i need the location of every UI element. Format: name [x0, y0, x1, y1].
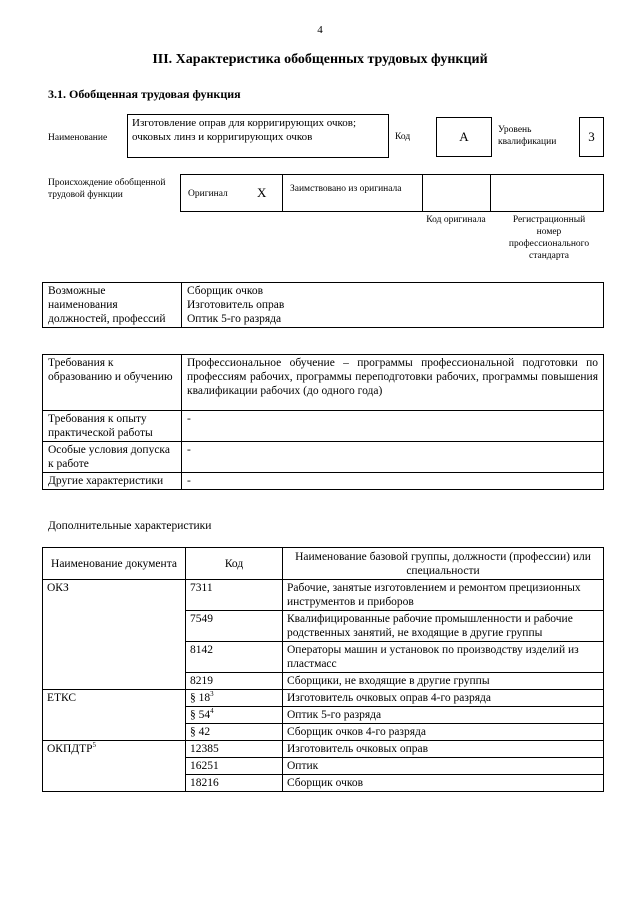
positions-list: [182, 283, 604, 328]
code-cell: [186, 690, 283, 707]
name-cell: Оптик 5-го разряда: [283, 707, 604, 724]
table-row: [43, 741, 604, 758]
table-row: [43, 707, 604, 724]
name-cell: Рабочие, занятые изготовлением и ремонтом прецизионных инструментов и приборов: [283, 580, 604, 611]
header-code: Код: [186, 548, 283, 580]
origin-divider-1: [282, 174, 283, 212]
code-cell: 7549: [186, 611, 283, 642]
borrowed-label: Заимствовано из оригинала: [290, 184, 402, 194]
name-cell: Квалифицированные рабочие промышленности и рабочие родственных занятий, не входящие в другие группы: [283, 611, 604, 642]
table-row: [43, 411, 604, 442]
doc-text: ОКПДТР: [47, 743, 93, 755]
req-admission-label: Особые условия допуска к работе: [43, 442, 182, 473]
doc-cell: ЕТКС: [43, 690, 186, 707]
list-item: Изготовитель оправ: [187, 299, 285, 311]
code-cell: 16251: [186, 758, 283, 775]
code-text: § 54: [190, 709, 211, 721]
positions-table: [42, 282, 604, 328]
table-row: [43, 283, 604, 328]
code-cell: [186, 707, 283, 724]
origin-divider-3: [490, 174, 491, 212]
table-header-row: [43, 548, 604, 580]
doc-cell: [43, 611, 186, 642]
table-row: [43, 442, 604, 473]
origin-divider-2: [422, 174, 423, 212]
doc-cell: [43, 642, 186, 673]
doc-cell: [43, 724, 186, 741]
code-cell: § 42: [186, 724, 283, 741]
original-mark: X: [257, 185, 267, 200]
list-item: Оптик 5-го разряда: [187, 313, 282, 325]
code-original-label: Код оригинала: [426, 215, 486, 225]
name-label: Наименование: [48, 133, 108, 143]
name-cell: Изготовитель очковых оправ 4-го разряда: [283, 690, 604, 707]
doc-cell: [43, 741, 186, 758]
name-cell: Сборщик очков: [283, 775, 604, 792]
header-doc: Наименование документа: [43, 548, 186, 580]
doc-cell: [43, 775, 186, 792]
list-item: Сборщик очков: [187, 285, 264, 297]
doc-cell: [43, 673, 186, 690]
additional-title: Дополнительные характеристики: [48, 520, 212, 532]
name-cell: Изготовитель очковых оправ: [283, 741, 604, 758]
footnote-ref: 3: [210, 690, 214, 699]
name-cell: Сборщик очков 4-го разряда: [283, 724, 604, 741]
name-cell: Оптик: [283, 758, 604, 775]
reg-number-label: Регистрационный номер профессионального стандарта: [508, 215, 590, 261]
level-label: Уровень квалификации: [498, 125, 557, 147]
code-cell: 12385: [186, 741, 283, 758]
section-title: III. Характеристика обобщенных трудовых функций: [152, 52, 488, 67]
table-row: [43, 673, 604, 690]
level-value: 3: [579, 117, 604, 157]
code-cell: 7311: [186, 580, 283, 611]
req-other-label: Другие характеристики: [43, 473, 182, 490]
name-cell: Операторы машин и установок по производству изделий из пластмасс: [283, 642, 604, 673]
code-cell: 8219: [186, 673, 283, 690]
footnote-ref: 5: [92, 741, 97, 750]
page-number: 4: [317, 24, 323, 36]
header-name: Наименование базовой группы, должности (профессии) или специальности: [283, 548, 604, 580]
doc-cell: [43, 758, 186, 775]
original-label: Оригинал: [188, 189, 228, 199]
req-education-label: Требования к образованию и обучению: [43, 355, 182, 411]
code-cell: 8142: [186, 642, 283, 673]
code-text: § 18: [190, 692, 211, 704]
code-label: Код: [395, 132, 411, 142]
req-experience-value: -: [182, 411, 604, 442]
additional-table: [42, 547, 604, 792]
req-other-value: -: [182, 473, 604, 490]
table-row: [43, 642, 604, 673]
table-row: [43, 775, 604, 792]
footnote-ref: 4: [210, 707, 214, 716]
table-row: [43, 758, 604, 775]
req-admission-value: -: [182, 442, 604, 473]
req-education-value: Профессиональное обучение – программы профессиональной подготовки по профессиям рабочих, программы переподготовки рабочих, программы повышения квалификации рабочих (до одного года): [182, 355, 604, 411]
table-row: [43, 611, 604, 642]
doc-cell: ОКЗ: [43, 580, 186, 611]
table-row: [43, 580, 604, 611]
doc-cell: [43, 707, 186, 724]
code-cell: 18216: [186, 775, 283, 792]
table-row: [43, 690, 604, 707]
subsection-title: 3.1. Обобщенная трудовая функция: [48, 87, 241, 101]
name-value: Изготовление оправ для корригирующих очков; очковых линз и корригирующих очков: [127, 114, 389, 158]
table-row: [43, 724, 604, 741]
origin-label: Происхождение обобщенной трудовой функции: [48, 178, 166, 200]
positions-label: Возможные наименования должностей, профессий: [43, 283, 182, 328]
name-cell: Сборщики, не входящие в другие группы: [283, 673, 604, 690]
req-experience-label: Требования к опыту практической работы: [43, 411, 182, 442]
table-row: [43, 473, 604, 490]
table-row: [43, 355, 604, 411]
requirements-table: [42, 354, 604, 490]
code-value: A: [436, 117, 492, 157]
